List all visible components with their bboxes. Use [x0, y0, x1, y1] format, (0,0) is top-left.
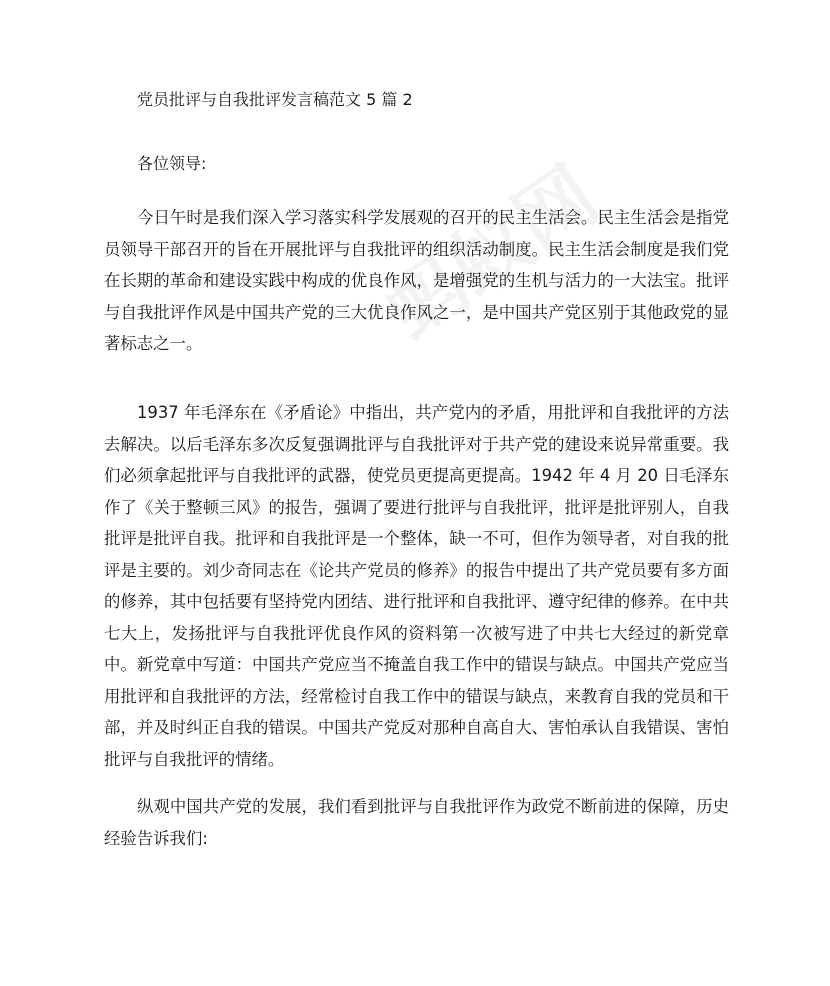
paragraph: 1937 年毛泽东在《矛盾论》中指出，共产党内的矛盾，用批评和自我批评的方法去解决。以后毛泽东多次反复强调批评与自我批评对于共产党的建设来说异常重要。我们必须拿起批评与自我批评的武器，使党员更提高更提高。1942 年 4 月 20 日毛泽东作了《关于整顿三风》的报告，强调了要进行批评与自我批评，批评是批评别人，自我批评是批评自我。批评和自我批评是一个整体，缺一不可，但作为领导者，对自我的批评是主要的。刘少奇同志在《论共产党员的修养》的报告中提出了共产党员要有多方面的修养，其中包括要有坚持党内团结、进行批评和自我批评、遵守纪律的修养。在中共七大上，发扬批评与自我批评优良作风的资料第一次被写进了中共七大经过的新党章中。新党章中写道：中国共产党应当不掩盖自我工作中的错误与缺点。中国共产党应当用批评和自我批评的方法，经常检讨自我工作中的错误与缺点，来教育自我的党员和干部，并及时纠正自我的错误。中国共产党反对那种自高自大、害怕承认自我错误、害怕批评与自我批评的情绪。 — [104, 403, 729, 769]
paragraph: 纵观中国共产党的发展，我们看到批评与自我批评作为政党不断前进的保障，历史经验告诉我们: — [104, 797, 729, 848]
greeting: 各位领导: — [137, 154, 207, 173]
document-title: 党员批评与自我批评发言稿范文 5 篇 2 — [137, 90, 413, 109]
paragraph: 今日午时是我们深入学习落实科学发展观的召开的民主生活会。民主生活会是指党员领导干部召开的旨在开展批评与自我批评的组织活动制度。民主生活会制度是我们党在长期的革命和建设实践中构成的优良作风，是增强党的生机与活力的一大法宝。批评与自我批评作风是中国共产党的三大优良作风之一，是中国共产党区别于其他政党的显著标志之一。 — [104, 208, 729, 353]
